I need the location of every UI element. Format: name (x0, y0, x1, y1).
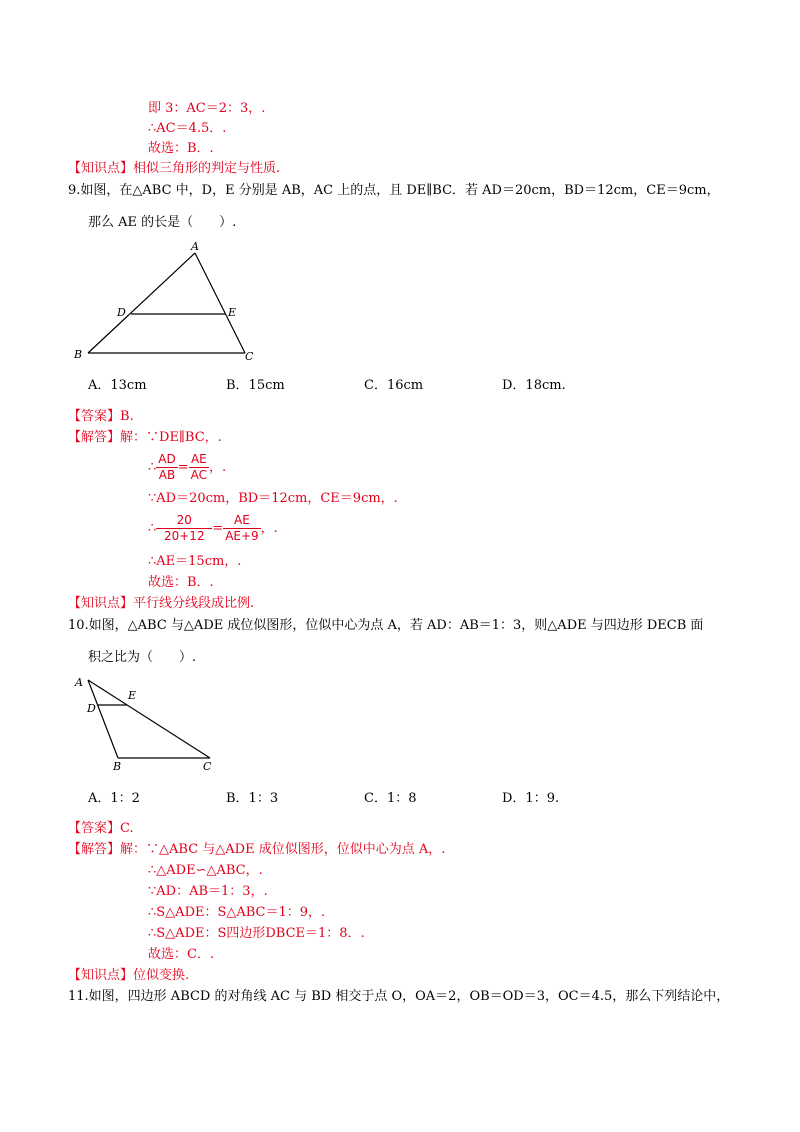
q9-fraction-20-32: $\frac{20}{20+12}$ (156, 513, 212, 544)
q9-solution-line-2: ∴ $\frac{AD}{AB}$ = $\frac{AE}{AC}$ ，. (148, 452, 227, 482)
q10-label-d: D (87, 702, 96, 715)
q11-stem-line-1: 11.如图，四边形 ABCD 的对角线 AC 与 BD 相交于点 O，OA＝2，OB＝OD＝3，OC＝4.5，那么下列结论中， (68, 989, 730, 1004)
q10-label-c: C (203, 760, 212, 773)
prev-solution-line-2: ∴AC＝4.5．. (148, 121, 227, 136)
q9-fraction-ad-ab: $\frac{AD}{AB}$ (158, 452, 176, 482)
q9-stem-line-1: 9.如图，在△ABC 中，D，E 分别是 AB，AC 上的点，且 DE∥BC．若 AD＝20cm，BD＝12cm，CE＝9cm， (68, 183, 720, 198)
q10-option-c: C．1：8 (364, 791, 417, 806)
q10-label-b: B (113, 760, 122, 773)
q10-answer: 【答案】C. (68, 821, 134, 836)
q10-side-ab (88, 680, 118, 758)
q10-solution-line-6: 故选：C．. (148, 947, 215, 962)
q9-option-b: B．15cm (226, 378, 285, 393)
q10-solution-line-2: ∴△ADE∽△ABC，. (148, 863, 263, 878)
q9-solution-line-3: ∵AD＝20cm，BD＝12cm，CE＝9cm，. (148, 491, 398, 506)
q9-option-a: A．13cm (88, 378, 147, 393)
q9-solution-line-4: ∴ $\frac{20}{20+12}$ = $\frac{AE}{AE+9}$ ，. (148, 513, 278, 543)
q10-solution-line-1: 【解答】解：∵△ABC 与△ADE 成位似图形，位似中心为点 A，. (68, 842, 446, 857)
q10-solution-line-5: ∴S△ADE：S四边形DBCE＝1：8．. (148, 926, 365, 941)
q9-solution-line-1: 【解答】解：∵DE∥BC，. (68, 430, 222, 445)
q9-side-ab (88, 253, 195, 353)
q10-triangle-figure (70, 672, 240, 777)
q10-knowledge: 【知识点】位似变换. (68, 968, 190, 983)
q10-stem-line-2: 积之比为（ ）. (88, 650, 197, 665)
q9-triangle-figure (70, 240, 270, 365)
q9-fraction-ae-ac: $\frac{AE}{AC}$ (190, 452, 208, 482)
q9-answer: 【答案】B. (68, 409, 134, 424)
q10-label-e: E (128, 689, 137, 702)
q9-stem-line-2: 那么 AE 的长是（ ）. (88, 215, 237, 230)
q9-label-c: C (245, 350, 254, 363)
q9-option-d: D．18cm. (502, 378, 566, 393)
q10-option-d: D．1：9. (502, 791, 560, 806)
prev-solution-line-1: 即 3：AC＝2：3，. (148, 101, 266, 116)
q10-option-b: B．1：3 (226, 791, 279, 806)
q10-side-ac (88, 680, 210, 758)
q9-label-b: B (74, 348, 83, 361)
q9-label-d: D (117, 306, 126, 319)
prev-knowledge: 【知识点】相似三角形的判定与性质. (68, 161, 281, 176)
q10-label-a: A (75, 676, 83, 689)
q10-solution-line-4: ∴S△ADE：S△ABC＝1：9，. (148, 905, 326, 920)
q9-side-ac (195, 253, 245, 353)
q10-stem-line-1: 10.如图，△ABC 与△ADE 成位似图形，位似中心为点 A，若 AD：AB＝1：3，则△ADE 与四边形 DECB 面 (68, 618, 704, 633)
q9-solution-line-5: ∴AE＝15cm，. (148, 554, 242, 569)
q9-option-c: C．16cm (364, 378, 424, 393)
prev-solution-line-3: 故选：B．. (148, 141, 214, 156)
q9-solution-line-6: 故选：B．. (148, 575, 214, 590)
q9-label-e: E (228, 306, 237, 319)
q9-knowledge: 【知识点】平行线分线段成比例. (68, 596, 255, 611)
q9-label-a: A (191, 240, 199, 253)
q10-solution-line-3: ∵AD：AB＝1：3，. (148, 884, 268, 899)
q9-fraction-ae-ae9: $\frac{AE}{AE+9}$ (225, 513, 259, 543)
q10-option-a: A．1：2 (88, 791, 140, 806)
